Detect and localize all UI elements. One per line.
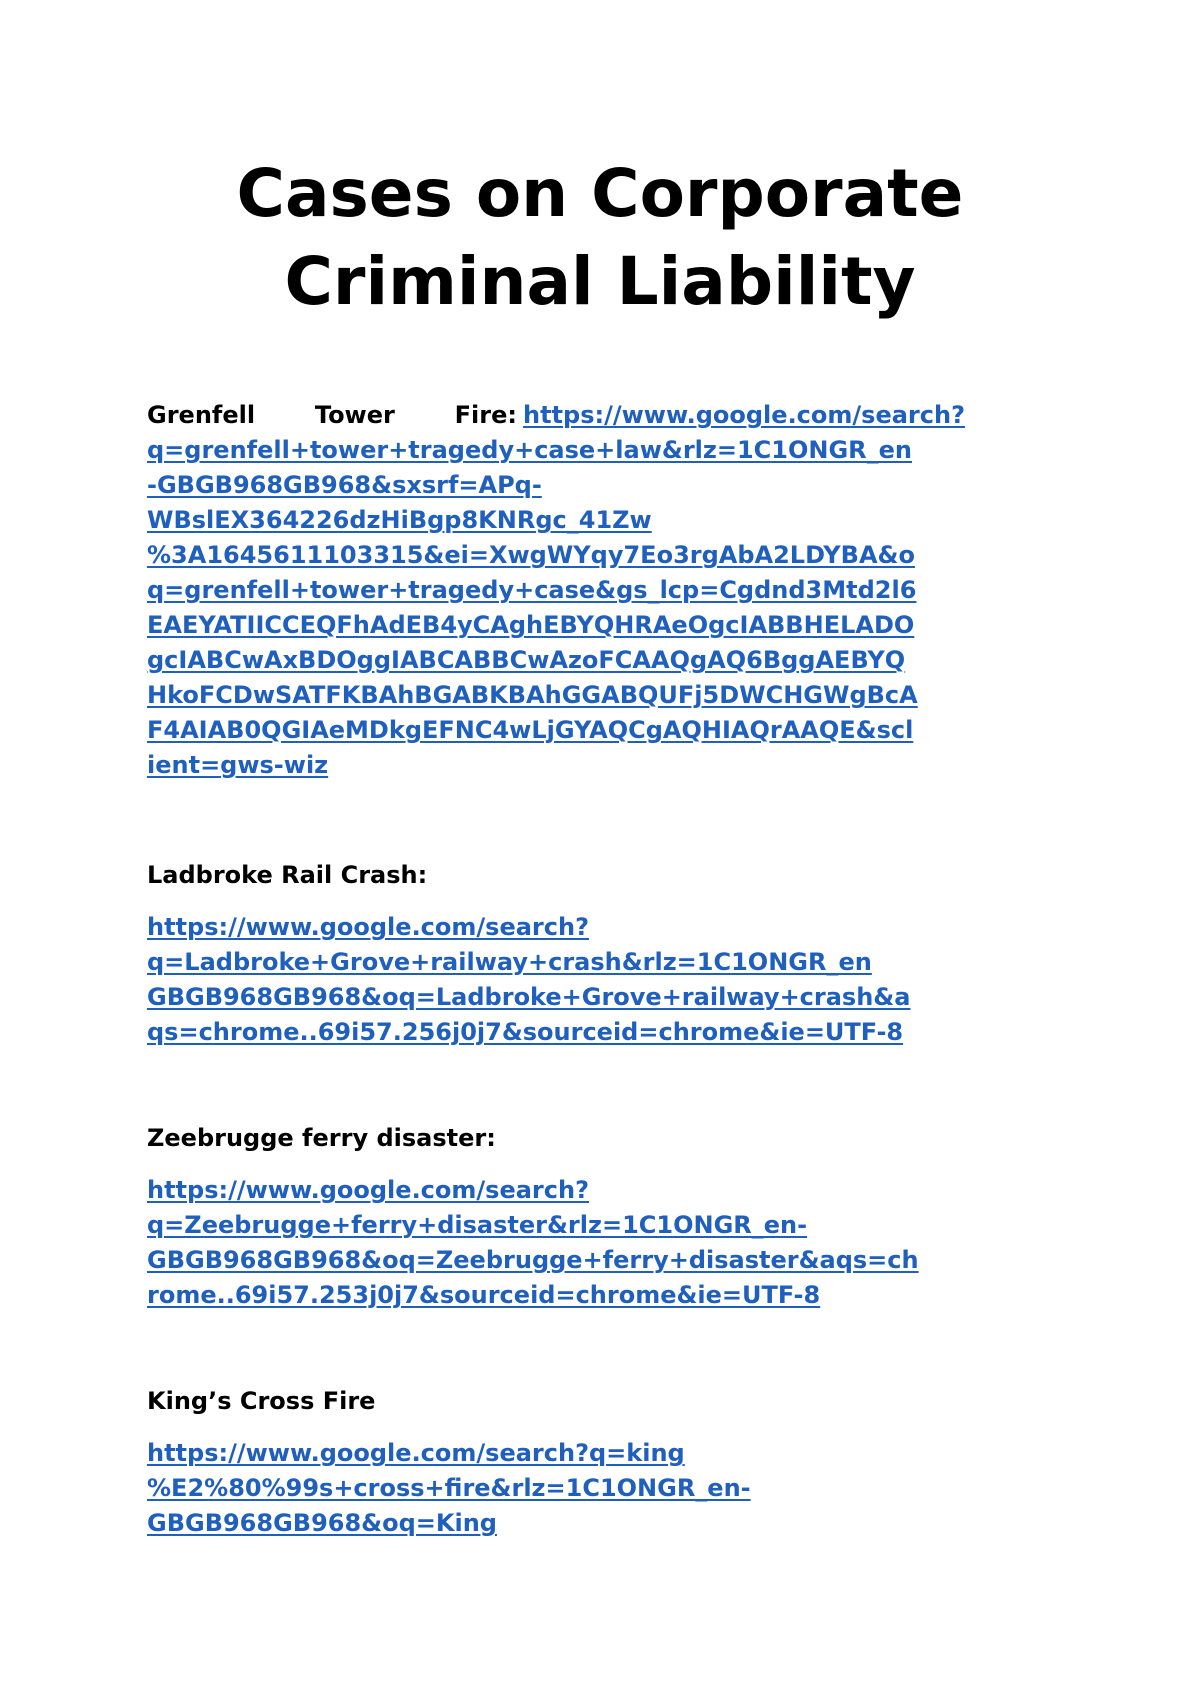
- case-kings-cross-link: [147, 1436, 1065, 1541]
- case-heading-zeebrugge: Zeebrugge ferry disaster:: [147, 1124, 496, 1152]
- case-heading-ladbroke: Ladbroke Rail Crash:: [147, 861, 428, 889]
- case-link-grenfell-line-9[interactable]: HkoFCDwSATFKBAhBGABKBAhGGABQUFj5DWCHGWgBcA: [147, 681, 918, 709]
- case-heading-kings-cross: King’s Cross Fire: [147, 1387, 376, 1415]
- case-link-zeebrugge-line-4[interactable]: rome..69i57.253j0j7&sourceid=chrome&ie=UTF-8: [147, 1281, 821, 1309]
- case-link-ladbroke-line-1[interactable]: https://www.google.com/search?: [147, 913, 589, 941]
- case-link-ladbroke-line-3[interactable]: GBGB968GB968&oq=Ladbroke+Grove+railway+crash&a: [147, 983, 911, 1011]
- case-link-grenfell-line-6[interactable]: q=grenfell+tower+tragedy+case&gs_lcp=Cgdnd3Mtd2l6: [147, 576, 917, 604]
- case-link-ladbroke-line-2[interactable]: q=Ladbroke+Grove+railway+crash&rlz=1C1ONGR_en: [147, 948, 872, 976]
- page-title: [0, 150, 1200, 326]
- case-zeebrugge-link: [147, 1173, 1065, 1313]
- page-title-line-1: Cases on Corporate: [236, 155, 964, 232]
- case-link-grenfell-line-1[interactable]: https://www.google.com/search?: [523, 401, 965, 429]
- case-heading-grenfell: Grenfell Tower Fire:: [147, 401, 517, 429]
- case-link-grenfell-line-11[interactable]: ient=gws-wiz: [147, 751, 329, 779]
- case-link-kings-cross-line-1[interactable]: https://www.google.com/search?q=king: [147, 1439, 685, 1467]
- case-link-ladbroke-line-4[interactable]: qs=chrome..69i57.256j0j7&sourceid=chrome&ie=UTF-8: [147, 1018, 904, 1046]
- case-grenfell: [147, 398, 1065, 783]
- case-ladbroke-link: [147, 910, 1065, 1050]
- case-link-grenfell-line-7[interactable]: EAEYATIICCEQFhAdEB4yCAghEBYQHRAeOgcIABBHELADO: [147, 611, 915, 639]
- case-ladbroke: [147, 858, 1065, 893]
- case-link-zeebrugge-line-1[interactable]: https://www.google.com/search?: [147, 1176, 589, 1204]
- case-link-kings-cross-line-2[interactable]: %E2%80%99s+cross+fire&rlz=1C1ONGR_en-: [147, 1474, 751, 1502]
- case-link-grenfell-line-3[interactable]: -GBGB968GB968&sxsrf=APq-: [147, 471, 542, 499]
- case-link-grenfell-line-10[interactable]: F4AIAB0QGIAeMDkgEFNC4wLjGYAQCgAQHIAQrAAQE&scl: [147, 716, 914, 744]
- case-link-grenfell-line-5[interactable]: %3A1645611103315&ei=XwgWYqy7Eo3rgAbA2LDYBA&o: [147, 541, 915, 569]
- case-link-kings-cross-line-3[interactable]: GBGB968GB968&oq=King: [147, 1509, 497, 1537]
- page-title-line-2: Criminal Liability: [284, 243, 916, 320]
- case-zeebrugge: [147, 1121, 1065, 1156]
- case-link-zeebrugge-line-2[interactable]: q=Zeebrugge+ferry+disaster&rlz=1C1ONGR_en-: [147, 1211, 808, 1239]
- case-link-zeebrugge-line-3[interactable]: GBGB968GB968&oq=Zeebrugge+ferry+disaster&aqs=ch: [147, 1246, 919, 1274]
- case-link-grenfell-line-8[interactable]: gcIABCwAxBDOggIABCABBCwAzoFCAAQgAQ6BggAEBYQ: [147, 646, 906, 674]
- case-link-grenfell-line-4[interactable]: WBslEX364226dzHiBgp8KNRgc_41Zw: [147, 506, 652, 534]
- case-kings-cross: [147, 1384, 1065, 1419]
- case-link-grenfell-line-2[interactable]: q=grenfell+tower+tragedy+case+law&rlz=1C1ONGR_en: [147, 436, 912, 464]
